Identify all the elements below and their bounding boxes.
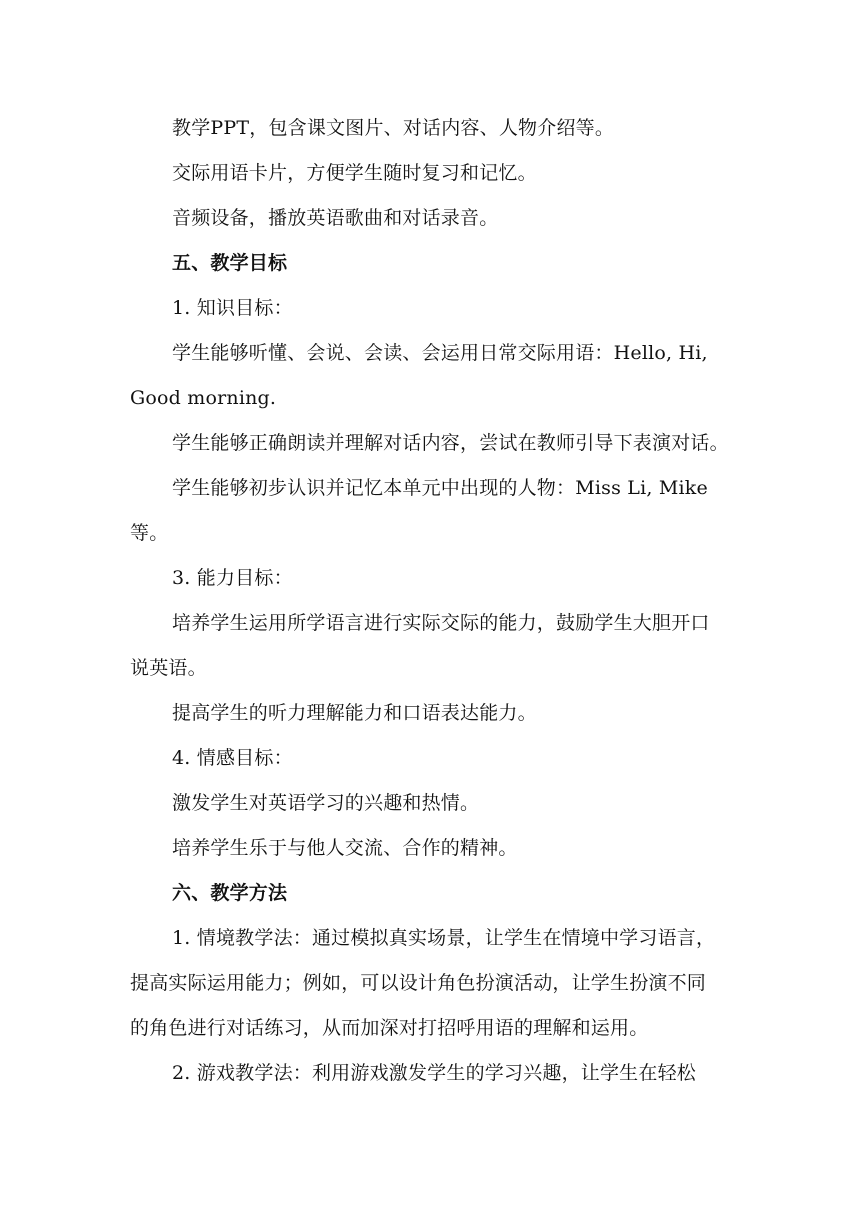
emotional-objective-2: 培养学生乐于与他人交流、合作的精神。 xyxy=(172,837,518,859)
subheading-knowledge-objectives: 1. 知识目标： xyxy=(172,297,293,319)
knowledge-objective-1-line-1: 学生能够听懂、会说、会读、会运用日常交际用语：Hello, Hi, xyxy=(172,342,708,364)
method-2-line-1: 2. 游戏教学法：利用游戏激发学生的学习兴趣，让学生在轻松 xyxy=(172,1062,696,1084)
knowledge-objective-2: 学生能够正确朗读并理解对话内容，尝试在教师引导下表演对话。 xyxy=(172,432,729,454)
subheading-emotional-objectives: 4. 情感目标： xyxy=(172,747,293,769)
emotional-objective-1: 激发学生对英语学习的兴趣和热情。 xyxy=(172,792,480,814)
method-1-line-3: 的角色进行对话练习，从而加深对打招呼用语的理解和运用。 xyxy=(130,1017,649,1039)
materials-cards-line: 交际用语卡片，方便学生随时复习和记忆。 xyxy=(172,162,537,184)
knowledge-objective-3-line-1: 学生能够初步认识并记忆本单元中出现的人物：Miss Li, Mike xyxy=(172,477,708,499)
subheading-ability-objectives: 3. 能力目标： xyxy=(172,567,293,589)
ability-objective-1-line-1: 培养学生运用所学语言进行实际交际的能力，鼓励学生大胆开口 xyxy=(172,612,710,634)
method-1-line-1: 1. 情境教学法：通过模拟真实场景，让学生在情境中学习语言， xyxy=(172,927,716,949)
ability-objective-1-line-2: 说英语。 xyxy=(130,657,207,679)
method-1-line-2: 提高实际运用能力；例如，可以设计角色扮演活动，让学生扮演不同 xyxy=(130,972,707,994)
section-heading-teaching-objectives: 五、教学目标 xyxy=(172,252,288,274)
materials-audio-line: 音频设备，播放英语歌曲和对话录音。 xyxy=(172,207,499,229)
document-body xyxy=(130,110,730,1100)
materials-ppt-line: 教学PPT，包含课文图片、对话内容、人物介绍等。 xyxy=(172,117,615,139)
ability-objective-2: 提高学生的听力理解能力和口语表达能力。 xyxy=(172,702,537,724)
section-heading-teaching-methods: 六、教学方法 xyxy=(172,882,288,904)
knowledge-objective-1-line-2: Good morning. xyxy=(130,387,277,409)
knowledge-objective-3-line-2: 等。 xyxy=(130,522,169,544)
